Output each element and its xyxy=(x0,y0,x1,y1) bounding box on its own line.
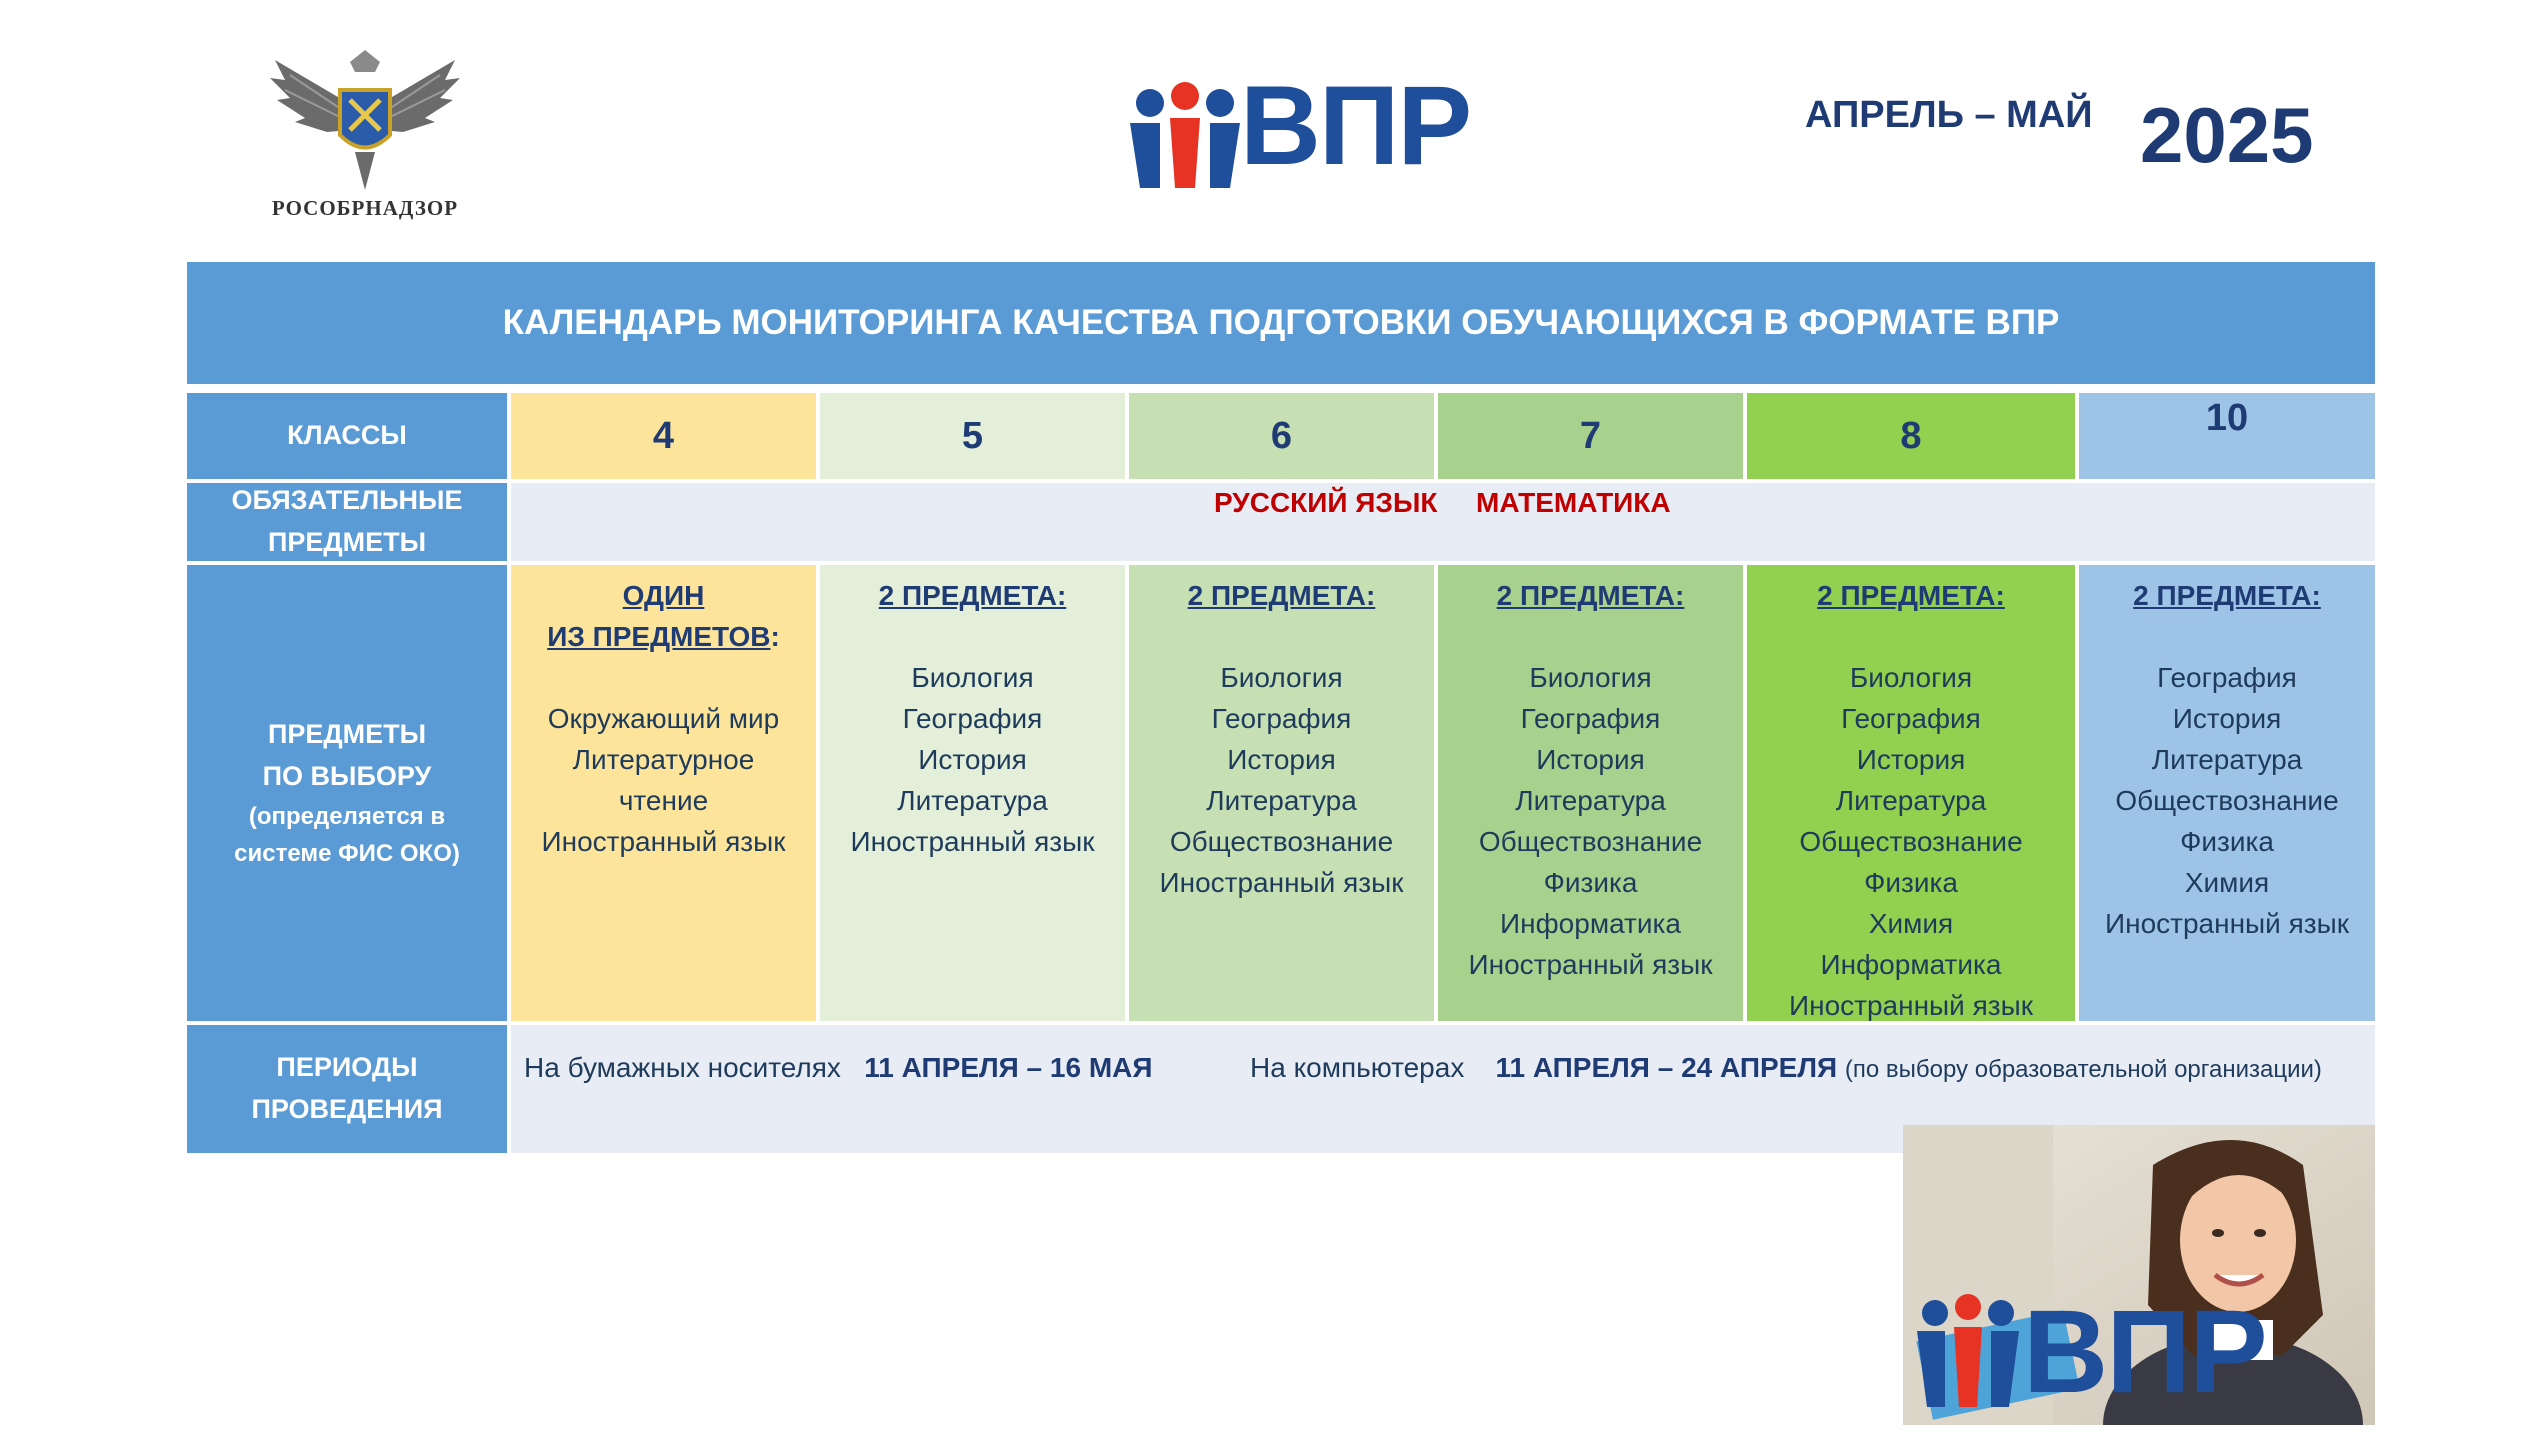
subject-item: История xyxy=(1227,744,1336,775)
subject-item: Физика xyxy=(1864,867,1958,898)
mandatory-label-line2: ПРЕДМЕТЫ xyxy=(267,527,427,557)
photo-vpr-logo-text: ВПР xyxy=(2023,1286,2266,1418)
grade-10-header: 10 xyxy=(2079,393,2375,479)
grade-10-electives-header: 2 ПРЕДМЕТА: xyxy=(2133,580,2321,611)
mandatory-subject-russian: РУССКИЙ ЯЗЫК xyxy=(1214,487,1438,518)
grade-4-electives-header-text: ИЗ ПРЕДМЕТОВ xyxy=(547,621,771,652)
subject-item: Иностранный язык xyxy=(1159,867,1404,898)
grade-7-electives-header: 2 ПРЕДМЕТА: xyxy=(1496,580,1685,611)
year: 2025 xyxy=(2140,91,2314,179)
vpr-logo-text: ВПР xyxy=(1240,63,1471,188)
mandatory-subjects-cell xyxy=(511,483,2375,561)
agency-name: РОСОБРНАДЗОР xyxy=(271,196,459,220)
subject-item: Обществознание xyxy=(1478,826,1703,857)
subject-item: История xyxy=(918,744,1027,775)
subject-item: Обществознание xyxy=(1169,826,1394,857)
subject-item: Обществознание xyxy=(1799,826,2023,857)
subject-item: чтение xyxy=(618,785,709,816)
grade-5-electives xyxy=(820,565,1125,1021)
subject-item: Биология xyxy=(1529,662,1652,693)
computer-period-label: На компьютерах xyxy=(1250,1052,1465,1083)
subject-item: География xyxy=(1520,703,1661,734)
grade-4-electives-header-line2 xyxy=(511,616,816,657)
subject-item: Иностранный язык xyxy=(1468,949,1713,980)
subject-item: Иностранный язык xyxy=(2105,908,2349,939)
mandatory-subject-math: МАТЕМАТИКА xyxy=(1476,487,1671,518)
mandatory-label xyxy=(187,483,507,561)
paper-period xyxy=(524,1052,1152,1084)
computer-period-note: (по выбору образовательной организации) xyxy=(1844,1056,2322,1083)
page-title: КАЛЕНДАРЬ МОНИТОРИНГА КАЧЕСТВА ПОДГОТОВКИ ОБУЧАЮЩИХСЯ В ФОРМАТЕ ВПР xyxy=(187,262,2375,384)
grade-7-electives xyxy=(1438,565,1743,1021)
subject-item: Биология xyxy=(1849,662,1973,693)
period-label: АПРЕЛЬ – МАЙ xyxy=(1805,94,2093,136)
subject-item: Иностранный язык xyxy=(541,826,786,857)
grade-4-electives xyxy=(511,565,816,1021)
subject-item: История xyxy=(1856,744,1966,775)
grade-7-header: 7 xyxy=(1438,393,1743,479)
subject-item: Биология xyxy=(1220,662,1343,693)
grade-6-electives xyxy=(1129,565,1434,1021)
subject-item: Физика xyxy=(1543,867,1638,898)
classes-label xyxy=(187,393,507,479)
subject-item: Окружающий мир xyxy=(547,703,780,734)
grade-4-electives-header-line1: ОДИН xyxy=(622,580,705,611)
computer-period-dates: 11 АПРЕЛЯ – 24 АПРЕЛЯ xyxy=(1495,1052,1838,1083)
elective-note-line2: системе ФИС ОКО) xyxy=(234,839,460,867)
subject-item: Литература xyxy=(1206,785,1357,816)
grade-5-electives-header: 2 ПРЕДМЕТА: xyxy=(878,580,1067,611)
subject-item: Иностранный язык xyxy=(850,826,1095,857)
subject-item: История xyxy=(1536,744,1645,775)
subject-item: Литература xyxy=(1515,785,1666,816)
classes-label-text: КЛАССЫ xyxy=(287,420,407,451)
grade-4-header: 4 xyxy=(511,393,816,479)
mandatory-label-line1: ОБЯЗАТЕЛЬНЫЕ xyxy=(231,485,463,516)
grade-8-electives xyxy=(1747,565,2075,1021)
subject-item: География xyxy=(902,703,1043,734)
subject-item: Химия xyxy=(1868,908,1954,939)
subject-item: Литература xyxy=(1835,785,1987,816)
subject-item: Химия xyxy=(2184,867,2270,898)
subject-item: Информатика xyxy=(1820,949,2002,980)
grade-6-electives-header: 2 ПРЕДМЕТА: xyxy=(1187,580,1376,611)
subject-item: Информатика xyxy=(1500,908,1681,939)
subject-item: География xyxy=(1841,703,1981,734)
grade-8-header: 8 xyxy=(1747,393,2075,479)
paper-period-label: На бумажных носителях xyxy=(524,1052,841,1083)
subject-item: География xyxy=(1211,703,1352,734)
subject-item: Литература xyxy=(897,785,1048,816)
subject-item: География xyxy=(2157,662,2297,693)
grade-10-electives xyxy=(2079,565,2375,1021)
computer-period xyxy=(1250,1052,2322,1084)
elective-note-line1: (определяется в xyxy=(248,802,446,830)
subject-item: Биология xyxy=(911,662,1034,693)
subject-item: Иностранный язык xyxy=(1789,990,2033,1021)
subject-item: Физика xyxy=(2180,826,2274,857)
paper-period-dates: 11 АПРЕЛЯ – 16 МАЯ xyxy=(864,1052,1153,1083)
periods-label-line2: ПРОВЕДЕНИЯ xyxy=(251,1094,443,1124)
elective-label-line1: ПРЕДМЕТЫ xyxy=(267,718,427,749)
periods-label xyxy=(187,1025,507,1153)
elective-label xyxy=(187,565,507,1021)
grade-5-header: 5 xyxy=(820,393,1125,479)
subject-item: Литература xyxy=(2151,744,2303,775)
grade-6-header: 6 xyxy=(1129,393,1434,479)
elective-label-line2: ПО ВЫБОРУ xyxy=(262,760,432,791)
grade-4-electives-header-colon: : xyxy=(770,621,780,652)
periods-label-line1: ПЕРИОДЫ xyxy=(276,1052,418,1083)
subject-item: Обществознание xyxy=(2115,785,2339,816)
subject-item: История xyxy=(2172,703,2282,734)
grade-8-electives-header: 2 ПРЕДМЕТА: xyxy=(1817,580,2005,611)
subject-item: Литературное xyxy=(572,744,755,775)
student-photo xyxy=(1903,1125,2375,1425)
